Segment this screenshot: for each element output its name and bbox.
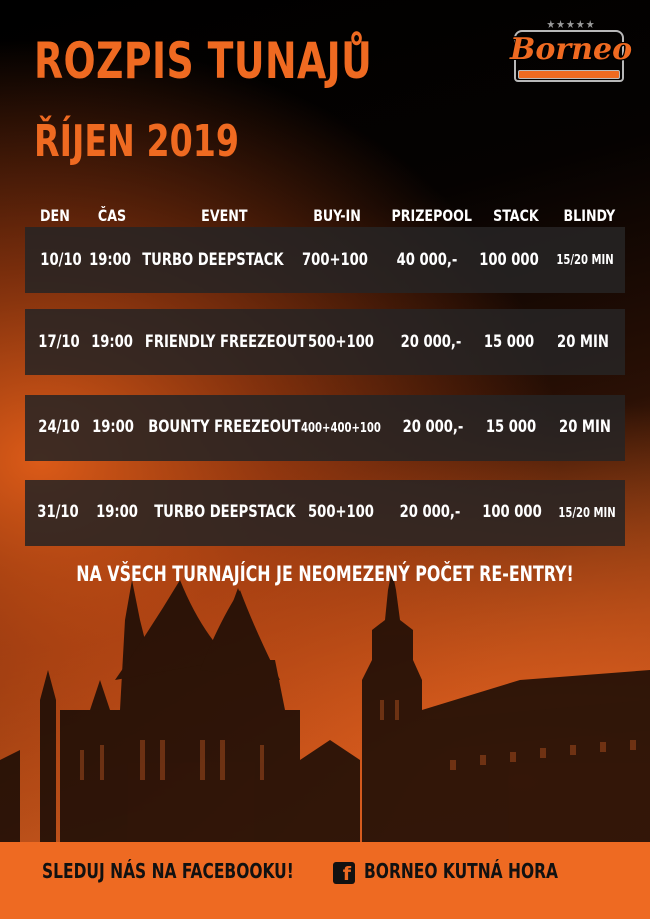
cell-stack: 15 000 (485, 417, 537, 437)
borneo-logo (510, 18, 633, 86)
cell-cas: 19:00 (96, 502, 138, 522)
logo-bar (518, 70, 620, 79)
cell-event: TURBO DEEPSTACK (154, 502, 296, 522)
column-header-cas: ČAS (97, 206, 127, 225)
column-header-den: DEN (40, 206, 70, 225)
footer-bar (0, 842, 650, 919)
cell-prizepool: 20 000,- (399, 502, 461, 522)
rating-stars: ★★★★★ (546, 18, 596, 31)
cell-blindy: 20 MIN (557, 332, 609, 352)
column-header-prizepool: PRIZEPOOL (391, 206, 472, 225)
table-row (25, 480, 625, 546)
facebook-page-link[interactable]: BORNEO KUTNÁ HORA (364, 859, 559, 883)
cell-prizepool: 20 000,- (402, 417, 464, 437)
cell-cas: 19:00 (92, 417, 134, 437)
cell-stack: 15 000 (483, 332, 535, 352)
cell-buyin: 700+100 (302, 250, 368, 270)
cell-den: 10/10 (40, 250, 82, 270)
column-header-stack: STACK (493, 206, 539, 225)
cell-event: BOUNTY FREEZEOUT (148, 417, 301, 437)
cell-blindy: 15/20 MIN (556, 253, 614, 268)
cell-buyin: 500+100 (308, 332, 374, 352)
cell-stack: 100 000 (479, 250, 539, 270)
cell-event: TURBO DEEPSTACK (142, 250, 284, 270)
table-row (25, 395, 625, 461)
cell-den: 17/10 (38, 332, 80, 352)
logo-wordmark: Borneo (510, 32, 633, 67)
cathedral-silhouette (0, 560, 650, 850)
cell-blindy: 20 MIN (559, 417, 611, 437)
table-row (25, 309, 625, 375)
reentry-note: NA VŠECH TURNAJÍCH JE NEOMEZENÝ POČET RE-ENTRY! (76, 562, 574, 586)
poster-title: ROZPIS TUNAJŮ (34, 32, 373, 90)
cell-cas: 19:00 (89, 250, 131, 270)
cell-event: FRIENDLY FREEZEOUT (144, 332, 307, 352)
poster-subtitle: ŘÍJEN 2019 (34, 116, 239, 167)
cell-buyin: 400+400+100 (301, 421, 381, 436)
cell-prizepool: 20 000,- (400, 332, 462, 352)
facebook-icon[interactable]: f (333, 862, 355, 884)
column-header-buyin: BUY-IN (313, 206, 361, 225)
column-header-blindy: BLINDY (563, 206, 616, 225)
cell-prizepool: 40 000,- (396, 250, 458, 270)
cell-blindy: 15/20 MIN (558, 506, 616, 521)
cell-stack: 100 000 (482, 502, 542, 522)
cell-buyin: 500+100 (308, 502, 374, 522)
cell-den: 24/10 (38, 417, 80, 437)
follow-text: SLEDUJ NÁS NA FACEBOOKU! (42, 859, 294, 883)
table-row (25, 227, 625, 293)
column-header-event: EVENT (201, 206, 248, 225)
cell-den: 31/10 (37, 502, 79, 522)
cell-cas: 19:00 (91, 332, 133, 352)
